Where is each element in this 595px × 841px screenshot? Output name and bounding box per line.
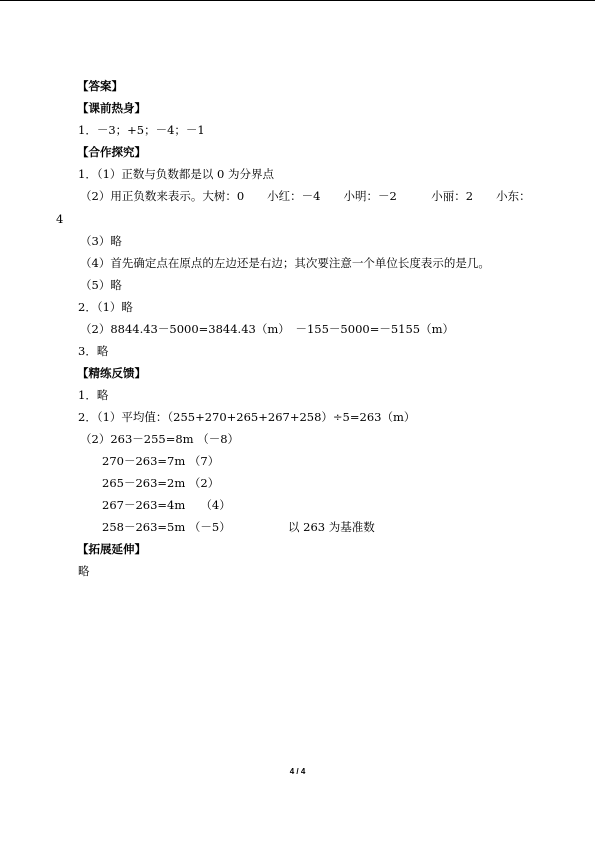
practice-baseline-note: 以 263 为基准数 [288, 520, 375, 534]
top-border-rule [0, 0, 595, 1]
warmup-heading: 【课前热身】 [77, 101, 146, 115]
extend-answer: 略 [78, 564, 90, 578]
answer-heading: 【答案】 [77, 79, 123, 93]
coop-answer-1-1: 1．（1）正数与负数都是以 0 为分界点 [78, 167, 275, 181]
extend-heading: 【拓展延伸】 [77, 542, 146, 556]
coop-answer-1-4: （4）首先确定点在原点的左边还是右边；其次要注意一个单位长度表示的是几。 [80, 256, 490, 270]
coop-answer-2-1: 2．（1）略 [78, 300, 133, 314]
practice-answer-2-3: 270－263=7m （7） [102, 454, 220, 468]
practice-answer-1: 1．略 [78, 388, 109, 402]
practice-answer-2-1: 2．（1）平均值：（255+270+265+267+258）÷5=263（m） [78, 410, 416, 424]
coop-heading: 【合作探究】 [77, 145, 146, 159]
coop-answer-2-2: （2）8844.43－5000=3844.43（m） －155－5000=－5155（m） [80, 322, 455, 336]
practice-answer-2-6: 258－263=5m （－5） [102, 520, 231, 534]
coop-answer-3: 3．略 [78, 344, 109, 358]
page-number: 4 / 4 [289, 767, 306, 776]
coop-answer-1-5: （5）略 [80, 278, 122, 292]
coop-answer-1-2-cont: 4 [56, 212, 64, 226]
coop-answer-1-2: （2）用正负数来表示。大树：0 小红：－4 小明：－2 小丽：2 小东： [80, 189, 531, 203]
warmup-answer-1: 1．－3；+5；－4；－1 [78, 123, 205, 137]
coop-answer-1-3: （3）略 [80, 234, 122, 248]
practice-answer-2-4: 265－263=2m （2） [102, 476, 220, 490]
practice-answer-2-2: （2）263－255=8m （－8） [80, 432, 240, 446]
practice-answer-2-5: 267－263=4m （4） [102, 498, 231, 512]
practice-heading: 【精练反馈】 [77, 366, 146, 380]
